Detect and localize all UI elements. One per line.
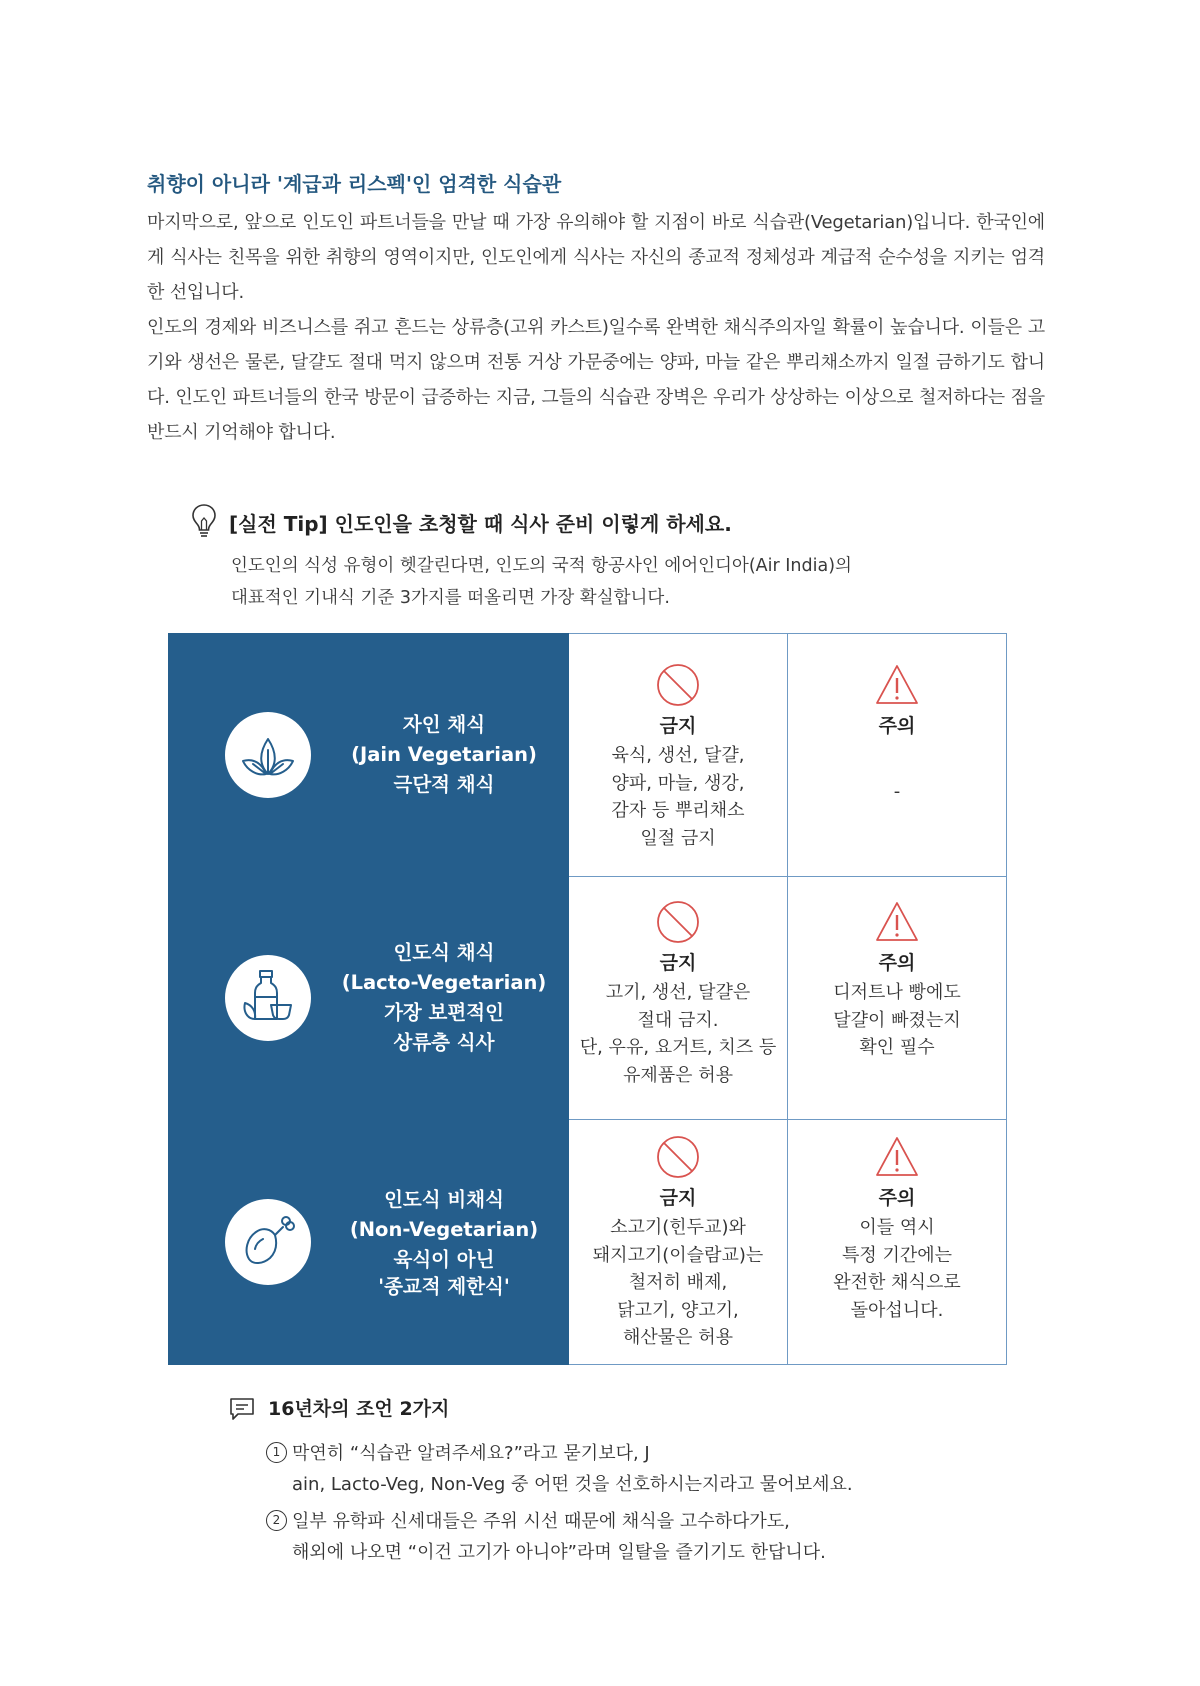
item-number: 2 [266, 1510, 287, 1531]
caution-text: 디저트나 빵에도 달걀이 빠졌는지 확인 필수 [833, 982, 961, 1058]
paragraph: 인도의 경제와 비즈니스를 쥐고 흔드는 상류층(고위 카스트)일수록 완벽한 채식주의자일 확률이 높습니다. 이들은 고기와 생선은 물론, 달걀도 절대 먹지 않으며 전통 거상 가문중에는 양파, 마늘 같은 뿌리채소까지 일절 금하기도 합니다. 인도인 파트너들의 한국 방문이 급증하는 지금, 그들의 식습관 장벽은 우리가 상상하는 이상으로 철저하다는 점을 반드시 기억해야 합니다. [147, 317, 1045, 443]
prohibit-text: 소고기(힌두교)와 돼지고기(이슬람교)는 철저히 배제, 닭고기, 양고기, 해산물은 허용 [592, 1217, 764, 1348]
diet-badge [225, 712, 311, 798]
type-english: (Jain Vegetarian) [351, 743, 537, 766]
leaf-icon [225, 712, 311, 798]
type-desc: '종교적 제한식' [378, 1275, 510, 1298]
diet-badge [225, 1199, 311, 1285]
prohibit-cell [569, 634, 788, 877]
diet-type-label [329, 938, 559, 1058]
advice-line: ain, Lacto-Veg, Non-Veg 중 어떤 것을 선호하시는지라고 물어보세요. [292, 1474, 853, 1495]
caution-cell [788, 1120, 1007, 1365]
section-title: 취향이 아니라 '계급과 리스펙'인 엄격한 식습관 [147, 172, 562, 196]
caution-heading: 주의 [878, 715, 916, 737]
type-desc: 극단적 채식 [393, 773, 495, 796]
type-desc: 육식이 아닌 [393, 1248, 495, 1271]
caution-text: - [893, 781, 901, 802]
table-row [169, 634, 1007, 877]
tip-line: 대표적인 기내식 기준 3가지를 떠올리면 가장 확실합니다. [231, 588, 670, 608]
advice-line: 해외에 나오면 “이건 고기가 아니야”라며 일탈을 즐기기도 한답니다. [292, 1542, 826, 1563]
prohibit-icon [655, 662, 701, 708]
diet-badge [225, 955, 311, 1041]
table-row [169, 877, 1007, 1120]
caution-text: 이들 역시 특정 기간에는 완전한 채식으로 돌아섭니다. [833, 1217, 961, 1321]
advice-line: 막연히 “식습관 알려주세요?”라고 묻기보다, J [292, 1443, 650, 1464]
type-english: (Lacto-Vegetarian) [341, 971, 547, 994]
warning-icon [874, 1134, 920, 1180]
diet-type-cell [169, 1120, 569, 1365]
diet-type-label [329, 710, 559, 800]
tip-body [231, 550, 852, 614]
type-name: 자인 채식 [402, 713, 486, 736]
chicken-leg-icon [225, 1199, 311, 1285]
diet-type-cell [169, 634, 569, 877]
type-english: (Non-Vegetarian) [349, 1218, 539, 1241]
body-text [147, 205, 1045, 450]
prohibit-cell [569, 1120, 788, 1365]
type-name: 인도식 채식 [393, 941, 495, 964]
prohibit-heading: 금지 [659, 952, 697, 974]
prohibit-cell [569, 877, 788, 1120]
tip-title: [실전 Tip] 인도인을 초청할 때 식사 준비 이렇게 하세요. [229, 512, 732, 536]
prohibit-icon [655, 899, 701, 945]
prohibit-text: 고기, 생선, 달걀은 절대 금지. 단, 우유, 요거트, 치즈 등 유제품은 허용 [579, 982, 777, 1086]
diet-type-cell [169, 877, 569, 1120]
caution-cell [788, 634, 1007, 877]
type-desc: 상류층 식사 [393, 1031, 495, 1054]
milk-bottle-icon [225, 955, 311, 1041]
prohibit-heading: 금지 [659, 1187, 697, 1209]
item-number: 1 [266, 1442, 287, 1463]
tip-line: 인도인의 식성 유형이 헷갈린다면, 인도의 국적 항공사인 에어인디아(Air India)의 [231, 556, 852, 576]
type-name: 인도식 비채식 [384, 1188, 504, 1211]
advice-item [266, 1438, 853, 1500]
type-desc: 가장 보편적인 [384, 1001, 504, 1024]
lightbulb-icon [191, 503, 217, 539]
caution-heading: 주의 [878, 1187, 916, 1209]
advice-title: 16년차의 조언 2가지 [268, 1398, 450, 1420]
caution-cell [788, 877, 1007, 1120]
table-row [169, 1120, 1007, 1365]
chat-icon [228, 1396, 256, 1422]
prohibit-text: 육식, 생선, 달걀, 양파, 마늘, 생강, 감자 등 뿌리채소 일절 금지 [611, 745, 745, 849]
diet-type-table [168, 633, 1007, 1365]
diet-type-label [329, 1185, 559, 1299]
caution-heading: 주의 [878, 952, 916, 974]
paragraph: 마지막으로, 앞으로 인도인 파트너들을 만날 때 가장 유의해야 할 지점이 바로 식습관(Vegetarian)입니다. 한국인에게 식사는 친목을 위한 취향의 영역이지만, 인도인에게 식사는 자신의 종교적 정체성과 계급적 순수성을 지키는 엄격한 선입니다. [147, 212, 1045, 303]
advice-item [266, 1506, 826, 1568]
advice-line: 일부 유학파 신세대들은 주위 시선 때문에 채식을 고수하다가도, [292, 1511, 790, 1532]
prohibit-icon [655, 1134, 701, 1180]
warning-icon [874, 899, 920, 945]
warning-icon [874, 662, 920, 708]
prohibit-heading: 금지 [659, 715, 697, 737]
